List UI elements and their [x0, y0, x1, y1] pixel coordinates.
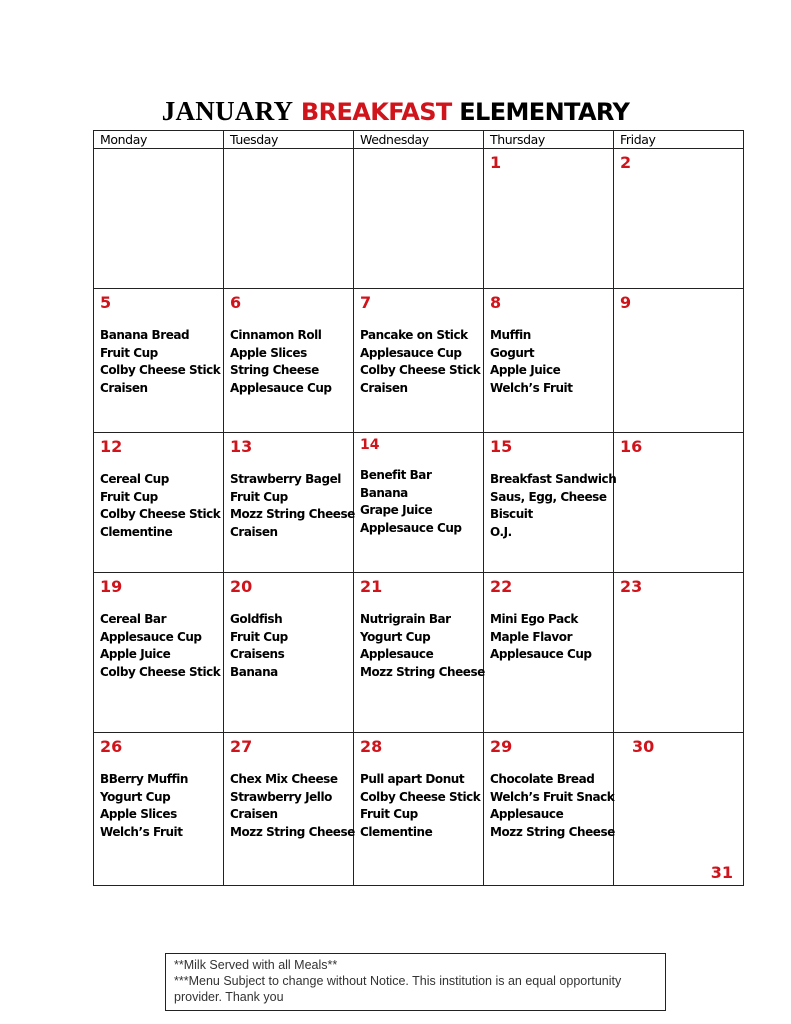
day-cell — [484, 733, 614, 886]
menu-item: Nutrigrain Bar — [360, 612, 451, 626]
menu-item: Cinnamon Roll — [230, 328, 322, 342]
menu-item: Cereal Bar — [100, 612, 167, 626]
menu-item: Welch’s Fruit Snack — [490, 789, 615, 804]
day-number: 28 — [360, 737, 383, 756]
menu-item: Colby Cheese Stick — [360, 363, 481, 377]
menu-item: Clementine — [360, 824, 433, 839]
menu-item: Fruit Cup — [360, 807, 418, 821]
day-number: 23 — [620, 577, 643, 596]
day-number: 14 — [360, 437, 380, 453]
day-cell — [224, 433, 354, 573]
menu-item: Craisen — [100, 380, 148, 395]
menu-items — [360, 771, 481, 841]
menu-item: Colby Cheese Stick — [100, 664, 221, 679]
menu-item: Yogurt Cup — [360, 629, 431, 644]
menu-item: Fruit Cup — [230, 489, 288, 504]
day-cell — [484, 149, 614, 289]
day-number: 19 — [100, 577, 123, 596]
day-cell — [354, 733, 484, 886]
menu-item: Benefit Bar — [360, 468, 432, 482]
menu-item: Mozz String Cheese — [490, 824, 615, 839]
day-number: 29 — [490, 737, 513, 756]
day-cell — [614, 733, 744, 886]
milk-note: **Milk Served with all Meals** — [174, 958, 338, 972]
menu-items — [360, 467, 477, 537]
weekday-monday: Monday — [94, 131, 224, 149]
disclaimer-line-1: ***Menu Subject to change without Notice. This institution is an equal opportunity — [174, 974, 622, 988]
menu-item: Apple Slices — [230, 345, 307, 360]
day-cell — [94, 289, 224, 433]
day-number: 22 — [490, 577, 513, 596]
menu-calendar — [93, 130, 744, 886]
menu-item: Mozz String Cheese — [230, 824, 355, 839]
day-cell — [94, 149, 224, 289]
weekday-wednesday: Wednesday — [354, 131, 484, 149]
menu-items — [100, 327, 221, 397]
menu-item: Applesauce Cup — [100, 629, 202, 644]
week-row — [94, 289, 744, 433]
menu-item: Colby Cheese Stick — [100, 507, 221, 521]
week-row — [94, 733, 744, 886]
day-cell — [224, 289, 354, 433]
week-row — [94, 433, 744, 573]
title-month: JANUARY — [161, 96, 294, 126]
menu-item: Fruit Cup — [100, 345, 158, 360]
menu-item: Banana Bread — [100, 328, 190, 342]
menu-item: Craisen — [360, 380, 408, 395]
menu-items — [490, 471, 617, 541]
menu-item: O.J. — [490, 524, 512, 539]
menu-item: Pull apart Donut — [360, 772, 465, 786]
menu-items — [490, 327, 607, 397]
menu-item: Breakfast Sandwich — [490, 472, 617, 486]
menu-item: Colby Cheese Stick — [360, 789, 481, 804]
day-number-31: 31 — [710, 863, 733, 882]
day-cell — [484, 573, 614, 733]
menu-item: Chocolate Bread — [490, 772, 595, 786]
menu-item: Maple Flavor — [490, 629, 573, 644]
day-cell — [484, 289, 614, 433]
week-row — [94, 573, 744, 733]
menu-item: String Cheese — [230, 363, 319, 377]
menu-item: Apple Juice — [100, 647, 171, 661]
menu-item: Craisens — [230, 647, 285, 661]
menu-item: Craisen — [230, 807, 278, 821]
week-row — [94, 149, 744, 289]
day-number: 16 — [620, 437, 643, 456]
menu-item: Applesauce Cup — [490, 647, 592, 661]
day-cell — [354, 433, 484, 573]
day-number: 5 — [100, 293, 112, 312]
menu-item: Welch’s Fruit — [100, 824, 183, 839]
menu-item: Clementine — [100, 524, 173, 539]
menu-item: Banana — [360, 485, 408, 500]
footer-notice — [165, 953, 666, 1011]
menu-item: Yogurt Cup — [100, 789, 171, 804]
menu-item: Gogurt — [490, 345, 535, 360]
menu-items — [230, 611, 347, 681]
day-cell — [354, 289, 484, 433]
day-number: 20 — [230, 577, 253, 596]
menu-item: Pancake on Stick — [360, 328, 468, 342]
menu-item: Biscuit — [490, 507, 533, 521]
menu-item: Grape Juice — [360, 503, 433, 517]
menu-item: Goldfish — [230, 612, 283, 626]
day-cell — [614, 573, 744, 733]
page-title — [0, 94, 791, 129]
menu-item: Craisen — [230, 524, 278, 539]
menu-item: Muffin — [490, 328, 531, 342]
menu-item: Applesauce Cup — [360, 520, 462, 535]
menu-items — [230, 771, 355, 841]
menu-items — [490, 771, 615, 841]
weekday-friday: Friday — [614, 131, 744, 149]
day-cell — [94, 733, 224, 886]
menu-item: Welch’s Fruit — [490, 380, 573, 395]
day-number: 1 — [490, 153, 502, 172]
menu-items — [100, 771, 217, 841]
weekday-thursday: Thursday — [484, 131, 614, 149]
menu-items — [230, 327, 347, 397]
menu-item: Strawberry Jello — [230, 789, 332, 804]
day-number: 6 — [230, 293, 242, 312]
day-cell — [94, 573, 224, 733]
menu-item: Banana — [230, 664, 278, 679]
day-cell — [614, 149, 744, 289]
menu-items — [100, 611, 221, 681]
menu-item: Chex Mix Cheese — [230, 772, 338, 786]
menu-item: Apple Juice — [490, 363, 561, 377]
day-number: 8 — [490, 293, 502, 312]
menu-item: Applesauce — [490, 807, 564, 821]
menu-item: Apple Slices — [100, 807, 177, 821]
day-cell — [224, 733, 354, 886]
day-cell — [224, 149, 354, 289]
menu-item: Strawberry Bagel — [230, 472, 341, 486]
day-cell — [614, 433, 744, 573]
day-cell — [614, 289, 744, 433]
menu-item: Applesauce Cup — [360, 345, 462, 360]
day-cell — [484, 433, 617, 573]
day-cell — [94, 433, 224, 573]
day-number: 9 — [620, 293, 632, 312]
day-cell — [354, 573, 484, 733]
menu-items — [100, 471, 221, 541]
menu-item: Fruit Cup — [230, 629, 288, 644]
day-cell — [224, 573, 354, 733]
menu-item: Cereal Cup — [100, 472, 169, 486]
day-number: 7 — [360, 293, 372, 312]
menu-item: BBerry Muffin — [100, 772, 188, 786]
day-number: 13 — [230, 437, 253, 456]
day-cell — [354, 149, 484, 289]
weekday-tuesday: Tuesday — [224, 131, 354, 149]
day-number: 26 — [100, 737, 123, 756]
menu-item: Mini Ego Pack — [490, 612, 578, 626]
menu-items — [360, 327, 481, 397]
menu-items — [230, 471, 355, 541]
title-school-level: ELEMENTARY — [459, 98, 630, 126]
disclaimer-line-2: provider. Thank you — [174, 990, 284, 1004]
menu-item: Mozz String Cheese — [360, 664, 485, 679]
day-number: 21 — [360, 577, 383, 596]
weekday-header-row — [94, 131, 744, 149]
title-meal: BREAKFAST — [300, 98, 452, 126]
day-number: 12 — [100, 437, 123, 456]
day-number: 30 — [632, 737, 655, 756]
day-number: 15 — [490, 437, 513, 456]
menu-item: Colby Cheese Stick — [100, 363, 221, 377]
menu-item: Mozz String Cheese — [230, 507, 355, 521]
day-number: 27 — [230, 737, 253, 756]
menu-item: Saus, Egg, Cheese — [490, 489, 607, 504]
day-number: 2 — [620, 153, 632, 172]
menu-items — [490, 611, 607, 664]
menu-items — [360, 611, 485, 681]
menu-item: Applesauce — [360, 647, 434, 661]
menu-item: Fruit Cup — [100, 489, 158, 504]
menu-item: Applesauce Cup — [230, 380, 332, 395]
